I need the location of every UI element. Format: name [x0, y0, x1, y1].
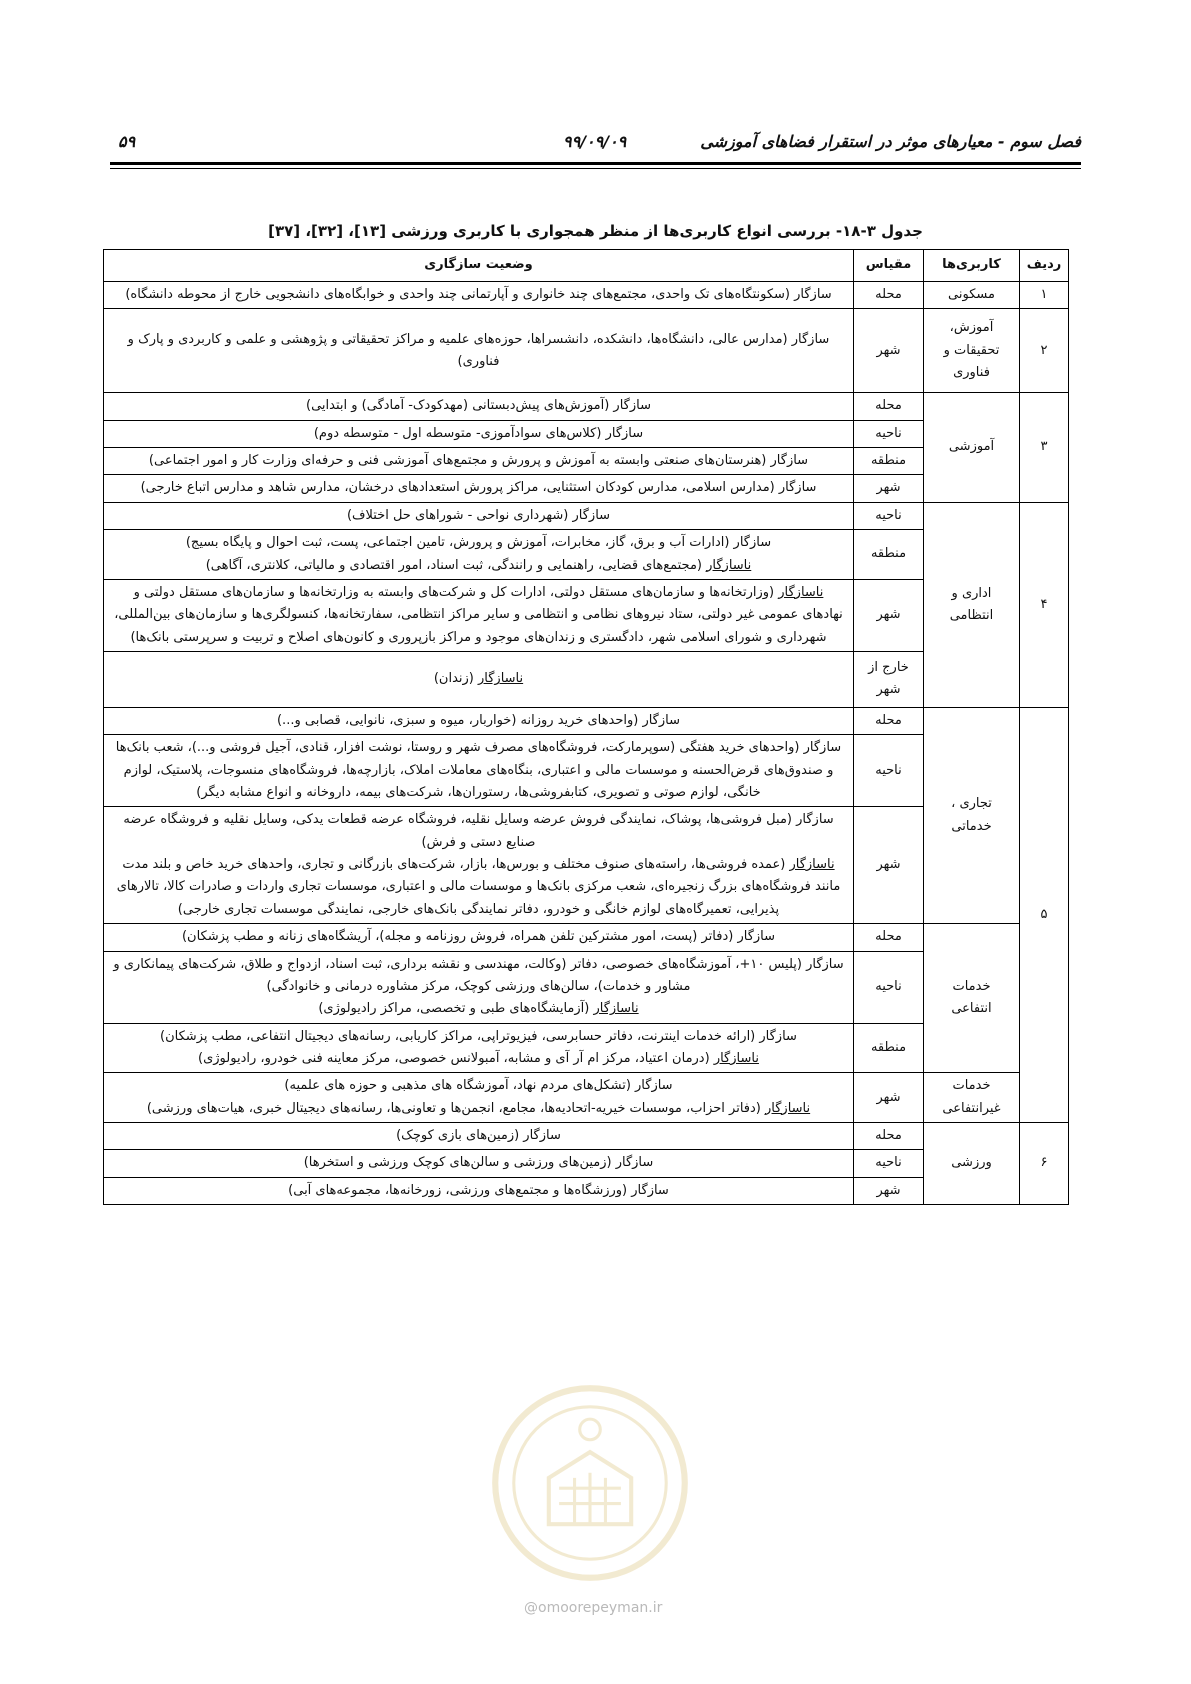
table-row — [104, 924, 1069, 951]
status-cell — [104, 579, 854, 651]
incompatible-text — [112, 854, 845, 921]
land-use-cell: تجاری ، خدماتی — [924, 707, 1020, 923]
scale-cell: محله — [854, 393, 924, 420]
scale-cell: ناحیه — [854, 420, 924, 447]
scale-cell: ناحیه — [854, 735, 924, 807]
scale-cell: منطقه — [854, 448, 924, 475]
table-row — [104, 1123, 1069, 1150]
row-number: ۶ — [1020, 1123, 1069, 1205]
status-cell: سازگار (واحدهای خرید روزانه (خواربار، میوه و سبزی، نانوایی، قصابی و...) — [104, 707, 854, 734]
status-cell: سازگار (مدارس اسلامی، مدارس کودکان استثنایی، مراکز پرورش استعدادهای درخشان، مدارس شاهد و مدارس اتباع خارجی) — [104, 475, 854, 502]
scale-cell: شهر — [854, 475, 924, 502]
scale-cell: شهر — [854, 579, 924, 651]
status-cell — [104, 1073, 854, 1123]
scale-cell: منطقه — [854, 1023, 924, 1073]
scale-cell: ناحیه — [854, 502, 924, 529]
scale-cell: شهر — [854, 1177, 924, 1204]
land-use-cell: خدمات غیرانتفاعی — [924, 1073, 1020, 1123]
land-use-cell: اداری و انتظامی — [924, 502, 1020, 707]
header-land-use: کاربری‌ها — [924, 250, 1020, 282]
compatible-text: سازگار (تشکل‌های مردم نهاد، آموزشگاه های مذهبی و حوزه های علمیه) — [284, 1078, 673, 1094]
scale-cell: محله — [854, 924, 924, 951]
scale-cell: ناحیه — [854, 951, 924, 1023]
status-cell: سازگار (زمین‌های بازی کوچک) — [104, 1123, 854, 1150]
incompatible-list: (مجتمع‌های قضایی، راهنمایی و رانندگی، ثبت اسناد، امور اقتصادی و مالیاتی، کلانتری، آگاهی) — [205, 557, 707, 573]
table-row — [104, 282, 1069, 309]
page-header — [110, 128, 1081, 162]
incompatible-list: (زندان) — [433, 671, 478, 687]
incompatible-text — [112, 998, 845, 1020]
scale-cell: شهر — [854, 309, 924, 393]
incompatible-text — [112, 555, 845, 577]
incompatible-label: ناسازگار — [593, 1001, 639, 1017]
header-scale: مقیاس — [854, 250, 924, 282]
incompatible-label: ناسازگار — [706, 557, 752, 573]
status-cell: سازگار (هنرستان‌های صنعتی وابسته به آموزش و پرورش و مجتمع‌های آموزشی فنی و حرفه‌ای وزارت کار و امور اجتماعی) — [104, 448, 854, 475]
table-header-row — [104, 250, 1069, 282]
row-number: ۱ — [1020, 282, 1069, 309]
status-cell — [104, 1023, 854, 1073]
row-number: ۳ — [1020, 393, 1069, 502]
row-number: ۴ — [1020, 502, 1069, 707]
incompatible-list: (دفاتر احزاب، موسسات خیریه-اتحادیه‌ها، مجامع، انجمن‌ها و تعاونی‌ها، رسانه‌های دیجیتال خبری، هیات‌های ورزشی) — [146, 1100, 765, 1116]
scale-cell: محله — [854, 282, 924, 309]
compatible-text: سازگار (پلیس ۱۰+، آموزشگاه‌های خصوصی، دفاتر (وکالت، مهندسی و نقشه برداری، ثبت اسناد، ازدواج و طلاق، شرکت‌های پیمانکاری و مشاور و خدمات)، سالن‌های ورزشی کوچک، مرکز مشاوره درمانی و خانوادگی) — [113, 956, 844, 994]
incompatible-label: ناسازگار — [713, 1050, 759, 1066]
status-cell: سازگار (واحدهای خرید هفتگی (سوپرمارکت، فروشگاه‌های مصرف شهر و روستا، نوشت افزار، قنادی، آجیل فروشی و...)، شعب بانک‌ها و صندوق‌های قرض‌الحسنه و موسسات مالی و اعتباری، بنگاه‌های معاملات املاک، بازارچه‌ها، فروشگاه‌های منسوجات، پلاستیک، لوازم خانگی، لوازم صوتی و تصویری، کتابفروشی‌ها، رستوران‌ها، شرکت‌های بیمه، داروخانه و انواع مشابه دیگر) — [104, 735, 854, 807]
status-cell: سازگار (مدارس عالی، دانشگاه‌ها، دانشکده، دانشسراها، حوزه‌های علمیه و مراکز تحقیقاتی و پژوهشی و علمی و کاربردی و پارک و فناوری) — [104, 309, 854, 393]
scale-cell: خارج از شهر — [854, 651, 924, 707]
incompatible-list: (درمان اعتیاد، مرکز ام آر آی و مشابه، آمبولانس خصوصی، مرکز معاینه فنی خودرو، رادیولوژی) — [198, 1050, 714, 1066]
status-cell: سازگار (زمین‌های ورزشی و سالن‌های کوچک ورزشی و استخرها) — [104, 1150, 854, 1177]
land-use-cell: آموزش، تحقیقات و فناوری — [924, 309, 1020, 393]
status-cell — [104, 807, 854, 924]
incompatible-list: (عمده فروشی‌ها، راسته‌های صنوف مختلف و بورس‌ها، بازار، شرکت‌های بازرگانی و تجاری، واحدهای خرید خاص و بلند مدت مانند فروشگاه‌های بزرگ زنجیره‌ای، شعب مرکزی بانک‌ها و موسسات مالی و اعتباری، موسسات تجاری واردات و صادرات کالا، تالارهای پذیرایی، تعمیرگاه‌های لوازم خانگی و خودرو، دفاتر نمایندگی بانک‌های خارجی، نمایندگی موسسات تجاری خارجی) — [116, 857, 841, 917]
incompatible-list: (وزارتخانه‌ها و سازمان‌های مستقل دولتی، ادارات کل و شرکت‌های وابسته به وزارتخانه‌ها و سازمان‌های مستقل دولتی و نهادهای عمومی غیر دولتی، ستاد نیروهای نظامی و انتظامی و سایر مراکز انتظامی، سفارتخانه‌ها، کنسولگری‌ها و سازمان‌های بین‌المللی، شهرداری و شورای اسلامی شهر، دادگستری و زندان‌های موجود و مراکز بازپروری و کانون‌های اصلاح و تربیت و سرپرستی بانک‌ها) — [114, 584, 843, 645]
scale-cell: شهر — [854, 807, 924, 924]
land-use-cell: ورزشی — [924, 1123, 1020, 1205]
status-cell: سازگار (ورزشگاه‌ها و مجتمع‌های ورزشی، زورخانه‌ها، مجموعه‌های آبی) — [104, 1177, 854, 1204]
incompatible-label: ناسازگار — [778, 584, 824, 600]
compatibility-table — [103, 249, 1069, 1205]
compatible-text: سازگار (ارائه خدمات اینترنت، دفاتر حسابرسی، فیزیوتراپی، مراکز کاریابی، رسانه‌های دیجیتال انتفاعی، مطب پزشکان) — [160, 1028, 797, 1044]
scale-cell: محله — [854, 707, 924, 734]
status-cell — [104, 530, 854, 580]
header-date: ۹۹/۰۹/۰۹ — [563, 132, 627, 151]
table-row — [104, 707, 1069, 734]
incompatible-label: ناسازگار — [478, 671, 524, 687]
table-row — [104, 502, 1069, 529]
table-row — [104, 309, 1069, 393]
table-caption: جدول ۳-۱۸- بررسی انواع کاربری‌ها از منظر همجواری با کاربری ورزشی [۱۳]، [۳۲]، [۳۷] — [268, 222, 923, 240]
watermark-logo-icon — [487, 1380, 693, 1586]
header-row-number: ردیف — [1020, 250, 1069, 282]
status-cell: سازگار (شهرداری نواحی - شوراهای حل اختلاف) — [104, 502, 854, 529]
compatible-text: سازگار (ادارات آب و برق، گاز، مخابرات، آموزش و پرورش، تامین اجتماعی، پست، ثبت احوال و پایگاه بسیج) — [185, 535, 772, 551]
incompatible-list: (آزمایشگاه‌های طبی و تخصصی، مراکز رادیولوژی) — [318, 1001, 594, 1017]
status-cell: سازگار (کلاس‌های سوادآموزی- متوسطه اول - متوسطه دوم) — [104, 420, 854, 447]
table-row — [104, 393, 1069, 420]
chapter-title: فصل سوم - معیارهای موثر در استقرار فضاهای آموزشی — [700, 132, 1081, 151]
status-cell: سازگار (آموزش‌های پیش‌دبستانی (مهدکودک- آمادگی) و ابتدایی) — [104, 393, 854, 420]
watermark-handle: @omoorepeyman.ir — [524, 1600, 663, 1616]
land-use-cell: خدمات انتفاعی — [924, 924, 1020, 1073]
header-rule-thin — [110, 168, 1081, 169]
row-number: ۵ — [1020, 707, 1069, 1122]
header-status: وضعیت سازگاری — [104, 250, 854, 282]
compatible-text: سازگار (مبل فروشی‌ها، پوشاک، نمایندگی فروش عرضه وسایل نقلیه، فروشگاه عرضه قطعات یدکی، وسایل نقلیه و فروشگاه عرضه صنایع دستی و فرش) — [123, 812, 834, 850]
row-number: ۲ — [1020, 309, 1069, 393]
land-use-cell: آموزشی — [924, 393, 1020, 502]
incompatible-label: ناسازگار — [789, 857, 835, 873]
scale-cell: منطقه — [854, 530, 924, 580]
scale-cell: ناحیه — [854, 1150, 924, 1177]
status-cell: سازگار (دفاتر (پست، امور مشترکین تلفن همراه، فروش روزنامه و مجله)، آریشگاه‌های زنانه و مطب پزشکان) — [104, 924, 854, 951]
table-row — [104, 1073, 1069, 1123]
scale-cell: محله — [854, 1123, 924, 1150]
status-cell: سازگار (سکونتگاه‌های تک واحدی، مجتمع‌های چند خانواری و آپارتمانی چند واحدی و خوابگاه‌های دانشجویی خارج از محوطه دانشگاه) — [104, 282, 854, 309]
incompatible-text — [112, 1048, 845, 1070]
status-cell — [104, 951, 854, 1023]
incompatible-text — [112, 1098, 845, 1120]
header-rule-thick — [110, 162, 1081, 165]
land-use-cell: مسکونی — [924, 282, 1020, 309]
page-number: ۵۹ — [118, 132, 136, 151]
incompatible-label: ناسازگار — [765, 1100, 811, 1116]
scale-cell: شهر — [854, 1073, 924, 1123]
status-cell — [104, 651, 854, 707]
